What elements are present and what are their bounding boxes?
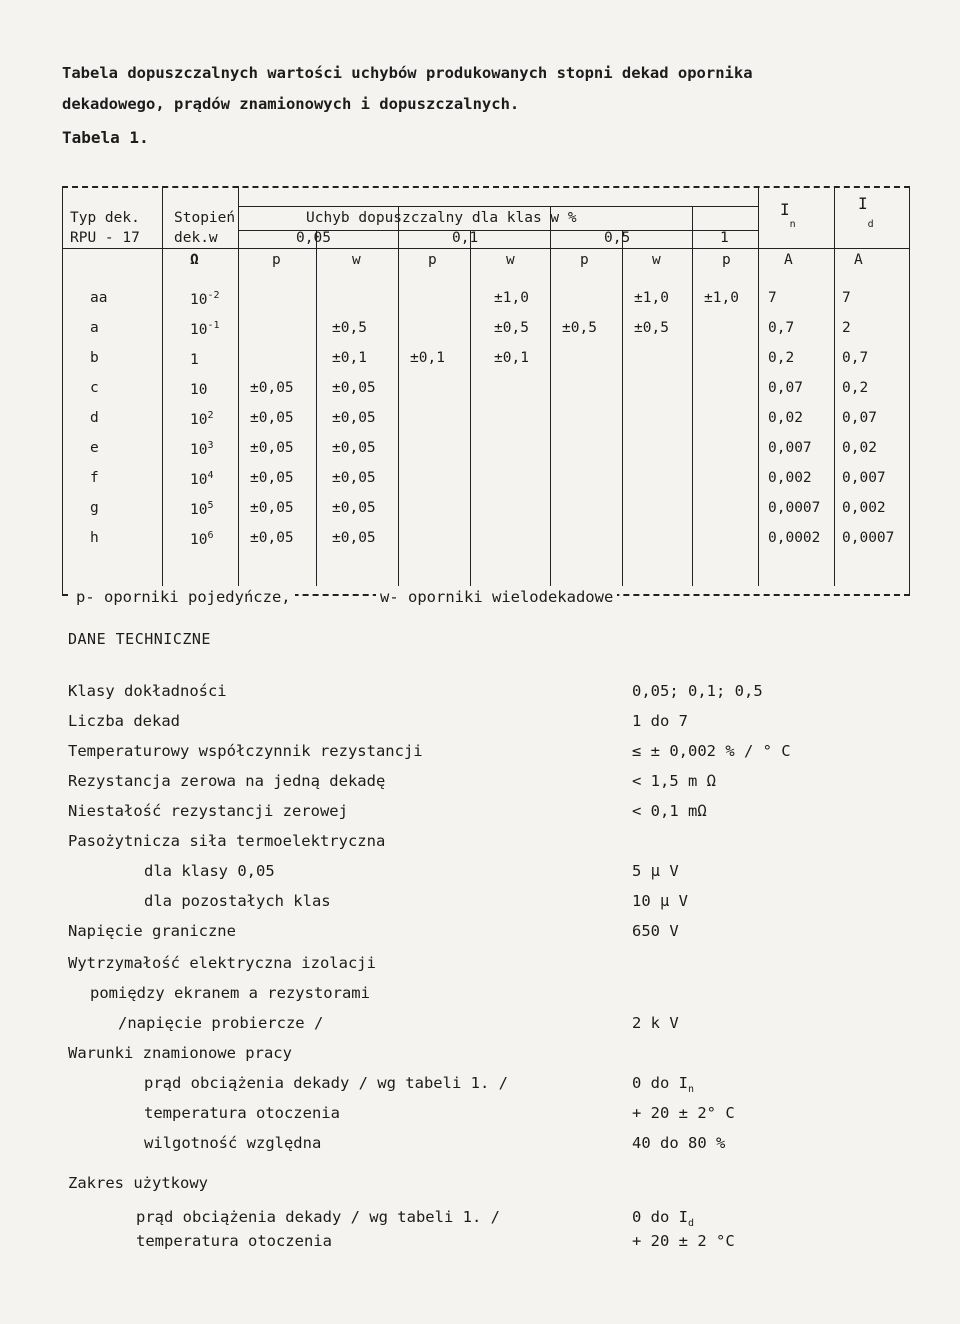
table-cell-stopien: $10^4$ xyxy=(190,470,214,488)
intro-line-1: Tabela dopuszczalnych wartości uchybów produkowanych stopni dekad opornika xyxy=(62,64,753,82)
header-id-unit: A xyxy=(854,252,863,268)
table-cell-stopien: $10^{-1}$ xyxy=(190,320,220,338)
table-cell-id: 0,002 xyxy=(842,500,886,516)
table-cell-stopien: $10^5$ xyxy=(190,500,214,518)
header-divider xyxy=(62,248,910,249)
table-cell-c005w: ±0,5 xyxy=(332,320,367,336)
header-class-05: 0,5 xyxy=(604,230,631,246)
spec-label: prąd obciążenia dekady / wg tabeli 1. / xyxy=(136,1208,500,1226)
table-cell-c005p: ±0,05 xyxy=(250,530,294,546)
spec-value: ≤ ± 0,002 % / ° C xyxy=(632,742,791,760)
table-cell-c005p: ±0,05 xyxy=(250,470,294,486)
table-cell-typ: f xyxy=(90,470,99,486)
spec-value: 650 V xyxy=(632,922,679,940)
col-line-01w xyxy=(550,206,551,586)
spec-value: + 20 ± 2° C xyxy=(632,1104,735,1122)
table-cell-c005p: ±0,05 xyxy=(250,380,294,396)
spec-value: < 1,5 m Ω xyxy=(632,772,716,790)
spec-label: Napięcie graniczne xyxy=(68,922,236,940)
table-cell-typ: b xyxy=(90,350,99,366)
table-cell-id: 0,0007 xyxy=(842,530,895,546)
table-cell-in: 0,0002 xyxy=(768,530,821,546)
spec-value: 10 μ V xyxy=(632,892,688,910)
header-stop-unit: Ω xyxy=(190,252,199,268)
table-cell-c01w: ±1,0 xyxy=(494,290,529,306)
col-line-005w xyxy=(398,206,399,586)
table-cell-typ: h xyxy=(90,530,99,546)
table-cell-stopien: 1 xyxy=(190,351,199,368)
table-cell-typ: aa xyxy=(90,290,108,306)
header-uchyb: Uchyb dopuszczalny dla klas w % xyxy=(306,210,577,226)
tech-section-title: DANE TECHNICZNE xyxy=(68,630,211,648)
table-cell-in: 0,07 xyxy=(768,380,803,396)
table-cell-c005w: ±0,05 xyxy=(332,530,376,546)
spec-value: < 0,1 mΩ xyxy=(632,802,707,820)
spec-label: Niestałość rezystancji zerowej xyxy=(68,802,348,820)
spec-label: temperatura otoczenia xyxy=(144,1104,340,1122)
spec-label: /napięcie probiercze / xyxy=(118,1014,324,1032)
table-cell-stopien: $10^3$ xyxy=(190,440,214,458)
header-in: $I_n$ xyxy=(780,200,796,231)
table-label: Tabela 1. xyxy=(62,128,149,147)
table-cell-c1p: ±1,0 xyxy=(704,290,739,306)
spec-label: Pasożytnicza siła termoelektryczna xyxy=(68,832,386,850)
col-line-01 xyxy=(470,230,471,586)
table-cell-c005p: ±0,05 xyxy=(250,410,294,426)
intro-paragraph xyxy=(62,58,942,120)
col-line-05 xyxy=(622,230,623,586)
tolerance-table xyxy=(62,186,910,598)
table-cell-id: 0,07 xyxy=(842,410,877,426)
spec-label: wilgotność względna xyxy=(144,1134,322,1152)
table-cell-stopien: 10 xyxy=(190,381,208,398)
spec-label: prąd obciążenia dekady / wg tabeli 1. / xyxy=(144,1074,508,1092)
table-cell-id: 0,7 xyxy=(842,350,869,366)
table-cell-in: 0,2 xyxy=(768,350,795,366)
spec-value: 0 do $I_n$ xyxy=(632,1074,695,1096)
table-cell-c005p: ±0,05 xyxy=(250,500,294,516)
spec-value: 40 do 80 % xyxy=(632,1134,726,1152)
spec-value: + 20 ± 2 °C xyxy=(632,1232,735,1250)
spec-label: dla pozostałych klas xyxy=(144,892,331,910)
table-cell-typ: e xyxy=(90,440,99,456)
table-cell-in: 0,7 xyxy=(768,320,795,336)
spec-value: 0,05; 0,1; 0,5 xyxy=(632,682,763,700)
header-stop-2: dek.w xyxy=(174,230,218,246)
table-cell-typ: a xyxy=(90,320,99,336)
spec-label: temperatura otoczenia xyxy=(136,1232,332,1250)
table-cell-id: 0,007 xyxy=(842,470,886,486)
header-typ-2: RPU - 17 xyxy=(70,230,140,246)
table-cell-c005w: ±0,05 xyxy=(332,500,376,516)
intro-line-2: dekadowego, prądów znamionowych i dopuszczalnych. xyxy=(62,95,520,113)
header-stop-1: Stopień xyxy=(174,210,236,226)
spec-value: 0 do $I_d$ xyxy=(632,1208,695,1230)
header-05-p: p xyxy=(580,252,589,268)
table-cell-c005w: ±0,1 xyxy=(332,350,367,366)
table-cell-c05w: ±1,0 xyxy=(634,290,669,306)
header-in-unit: A xyxy=(784,252,793,268)
table-cell-c01p: ±0,1 xyxy=(410,350,445,366)
header-005-p: p xyxy=(272,252,281,268)
table-cell-id: 7 xyxy=(842,290,851,306)
table-cell-in: 0,02 xyxy=(768,410,803,426)
table-cell-c005p: ±0,05 xyxy=(250,440,294,456)
header-class-01: 0,1 xyxy=(452,230,479,246)
table-cell-id: 2 xyxy=(842,320,851,336)
table-cell-in: 7 xyxy=(768,290,777,306)
col-line-id xyxy=(834,186,835,586)
table-cell-in: 0,002 xyxy=(768,470,812,486)
spec-label: Temperaturowy współczynnik rezystancji xyxy=(68,742,423,760)
table-cell-c05p: ±0,5 xyxy=(562,320,597,336)
table-cell-typ: g xyxy=(90,500,99,516)
footnote-p: p- oporniki pojedyńcze, xyxy=(72,588,295,606)
table-cell-id: 0,02 xyxy=(842,440,877,456)
table-cell-typ: d xyxy=(90,410,99,426)
header-id: $I_d$ xyxy=(858,194,874,231)
table-cell-typ: c xyxy=(90,380,99,396)
table-cell-stopien: $10^2$ xyxy=(190,410,214,428)
table-top-border xyxy=(62,186,910,188)
header-01-p: p xyxy=(428,252,437,268)
spec-value: 1 do 7 xyxy=(632,712,688,730)
spec-label: Liczba dekad xyxy=(68,712,180,730)
header-1-p: p xyxy=(722,252,731,268)
spec-label: Klasy dokładności xyxy=(68,682,227,700)
header-class-1: 1 xyxy=(720,230,729,246)
table-cell-c05w: ±0,5 xyxy=(634,320,669,336)
spec-label: Zakres użytkowy xyxy=(68,1174,208,1192)
table-cell-stopien: $10^{-2}$ xyxy=(190,290,220,308)
spec-label: Wytrzymałość elektryczna izolacji xyxy=(68,954,376,972)
col-line-typ xyxy=(162,186,163,586)
col-line-05w xyxy=(692,206,693,586)
table-cell-stopien: $10^6$ xyxy=(190,530,214,548)
spec-label: pomiędzy ekranem a rezystorami xyxy=(90,984,370,1002)
table-cell-c005w: ±0,05 xyxy=(332,440,376,456)
footnote-w: w- oporniki wielodekadowe xyxy=(376,588,617,606)
table-cell-c005w: ±0,05 xyxy=(332,410,376,426)
col-line-stop xyxy=(238,186,239,586)
table-cell-c01w: ±0,5 xyxy=(494,320,529,336)
spec-label: Rezystancja zerowa na jedną dekadę xyxy=(68,772,386,790)
uchyb-underline xyxy=(238,206,758,207)
col-line-in xyxy=(758,186,759,586)
table-cell-in: 0,0007 xyxy=(768,500,821,516)
header-typ-1: Typ dek. xyxy=(70,210,140,226)
table-cell-in: 0,007 xyxy=(768,440,812,456)
header-class-005: 0,05 xyxy=(296,230,331,246)
spec-value: 2 k V xyxy=(632,1014,679,1032)
table-cell-id: 0,2 xyxy=(842,380,869,396)
table-cell-c005w: ±0,05 xyxy=(332,380,376,396)
spec-label: Warunki znamionowe pracy xyxy=(68,1044,292,1062)
header-01-w: w xyxy=(506,252,515,268)
table-cell-c01w: ±0,1 xyxy=(494,350,529,366)
spec-label: dla klasy 0,05 xyxy=(144,862,275,880)
table-cell-c005w: ±0,05 xyxy=(332,470,376,486)
header-005-w: w xyxy=(352,252,361,268)
header-05-w: w xyxy=(652,252,661,268)
col-line-005 xyxy=(316,230,317,586)
spec-value: 5 μ V xyxy=(632,862,679,880)
